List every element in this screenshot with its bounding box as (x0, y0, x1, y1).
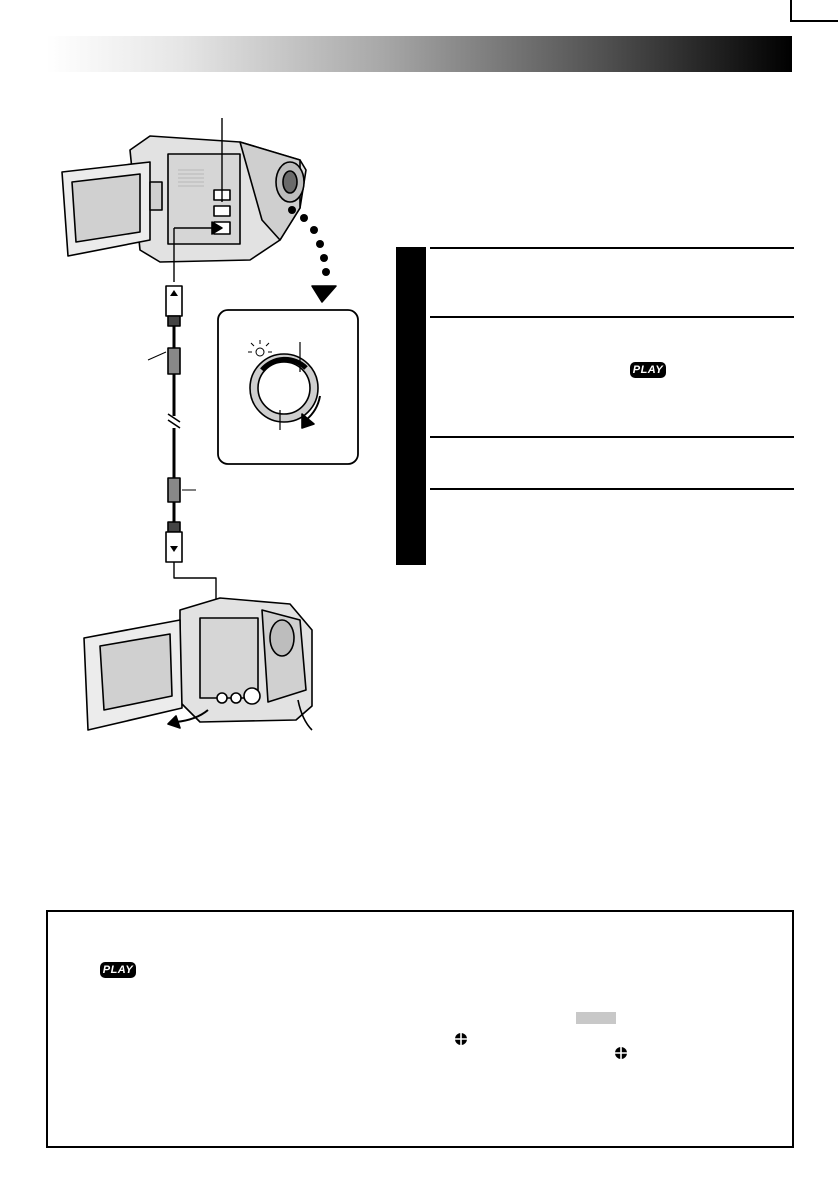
crop-mark-horizontal (790, 20, 838, 22)
camcorder-bottom-illustration (84, 598, 312, 730)
camcorder-top-illustration (62, 136, 306, 262)
cross-circle-icon (454, 1032, 468, 1046)
cross-circle-icon (614, 1046, 628, 1060)
crop-mark-vertical (790, 0, 792, 22)
play-badge-step: PLAY (630, 362, 666, 378)
step-divider-4 (430, 488, 794, 490)
grey-chip-icon (576, 1012, 616, 1024)
camcorder-connection-illustration (0, 90, 400, 750)
play-badge-note: PLAY (100, 962, 136, 978)
header-gradient-bar (46, 36, 792, 72)
mode-dial-inset (218, 310, 358, 464)
step-divider-1 (430, 247, 794, 249)
steps-side-tab (396, 247, 426, 565)
step-divider-3 (430, 436, 794, 438)
step-divider-2 (430, 316, 794, 318)
notes-box (46, 910, 794, 1148)
